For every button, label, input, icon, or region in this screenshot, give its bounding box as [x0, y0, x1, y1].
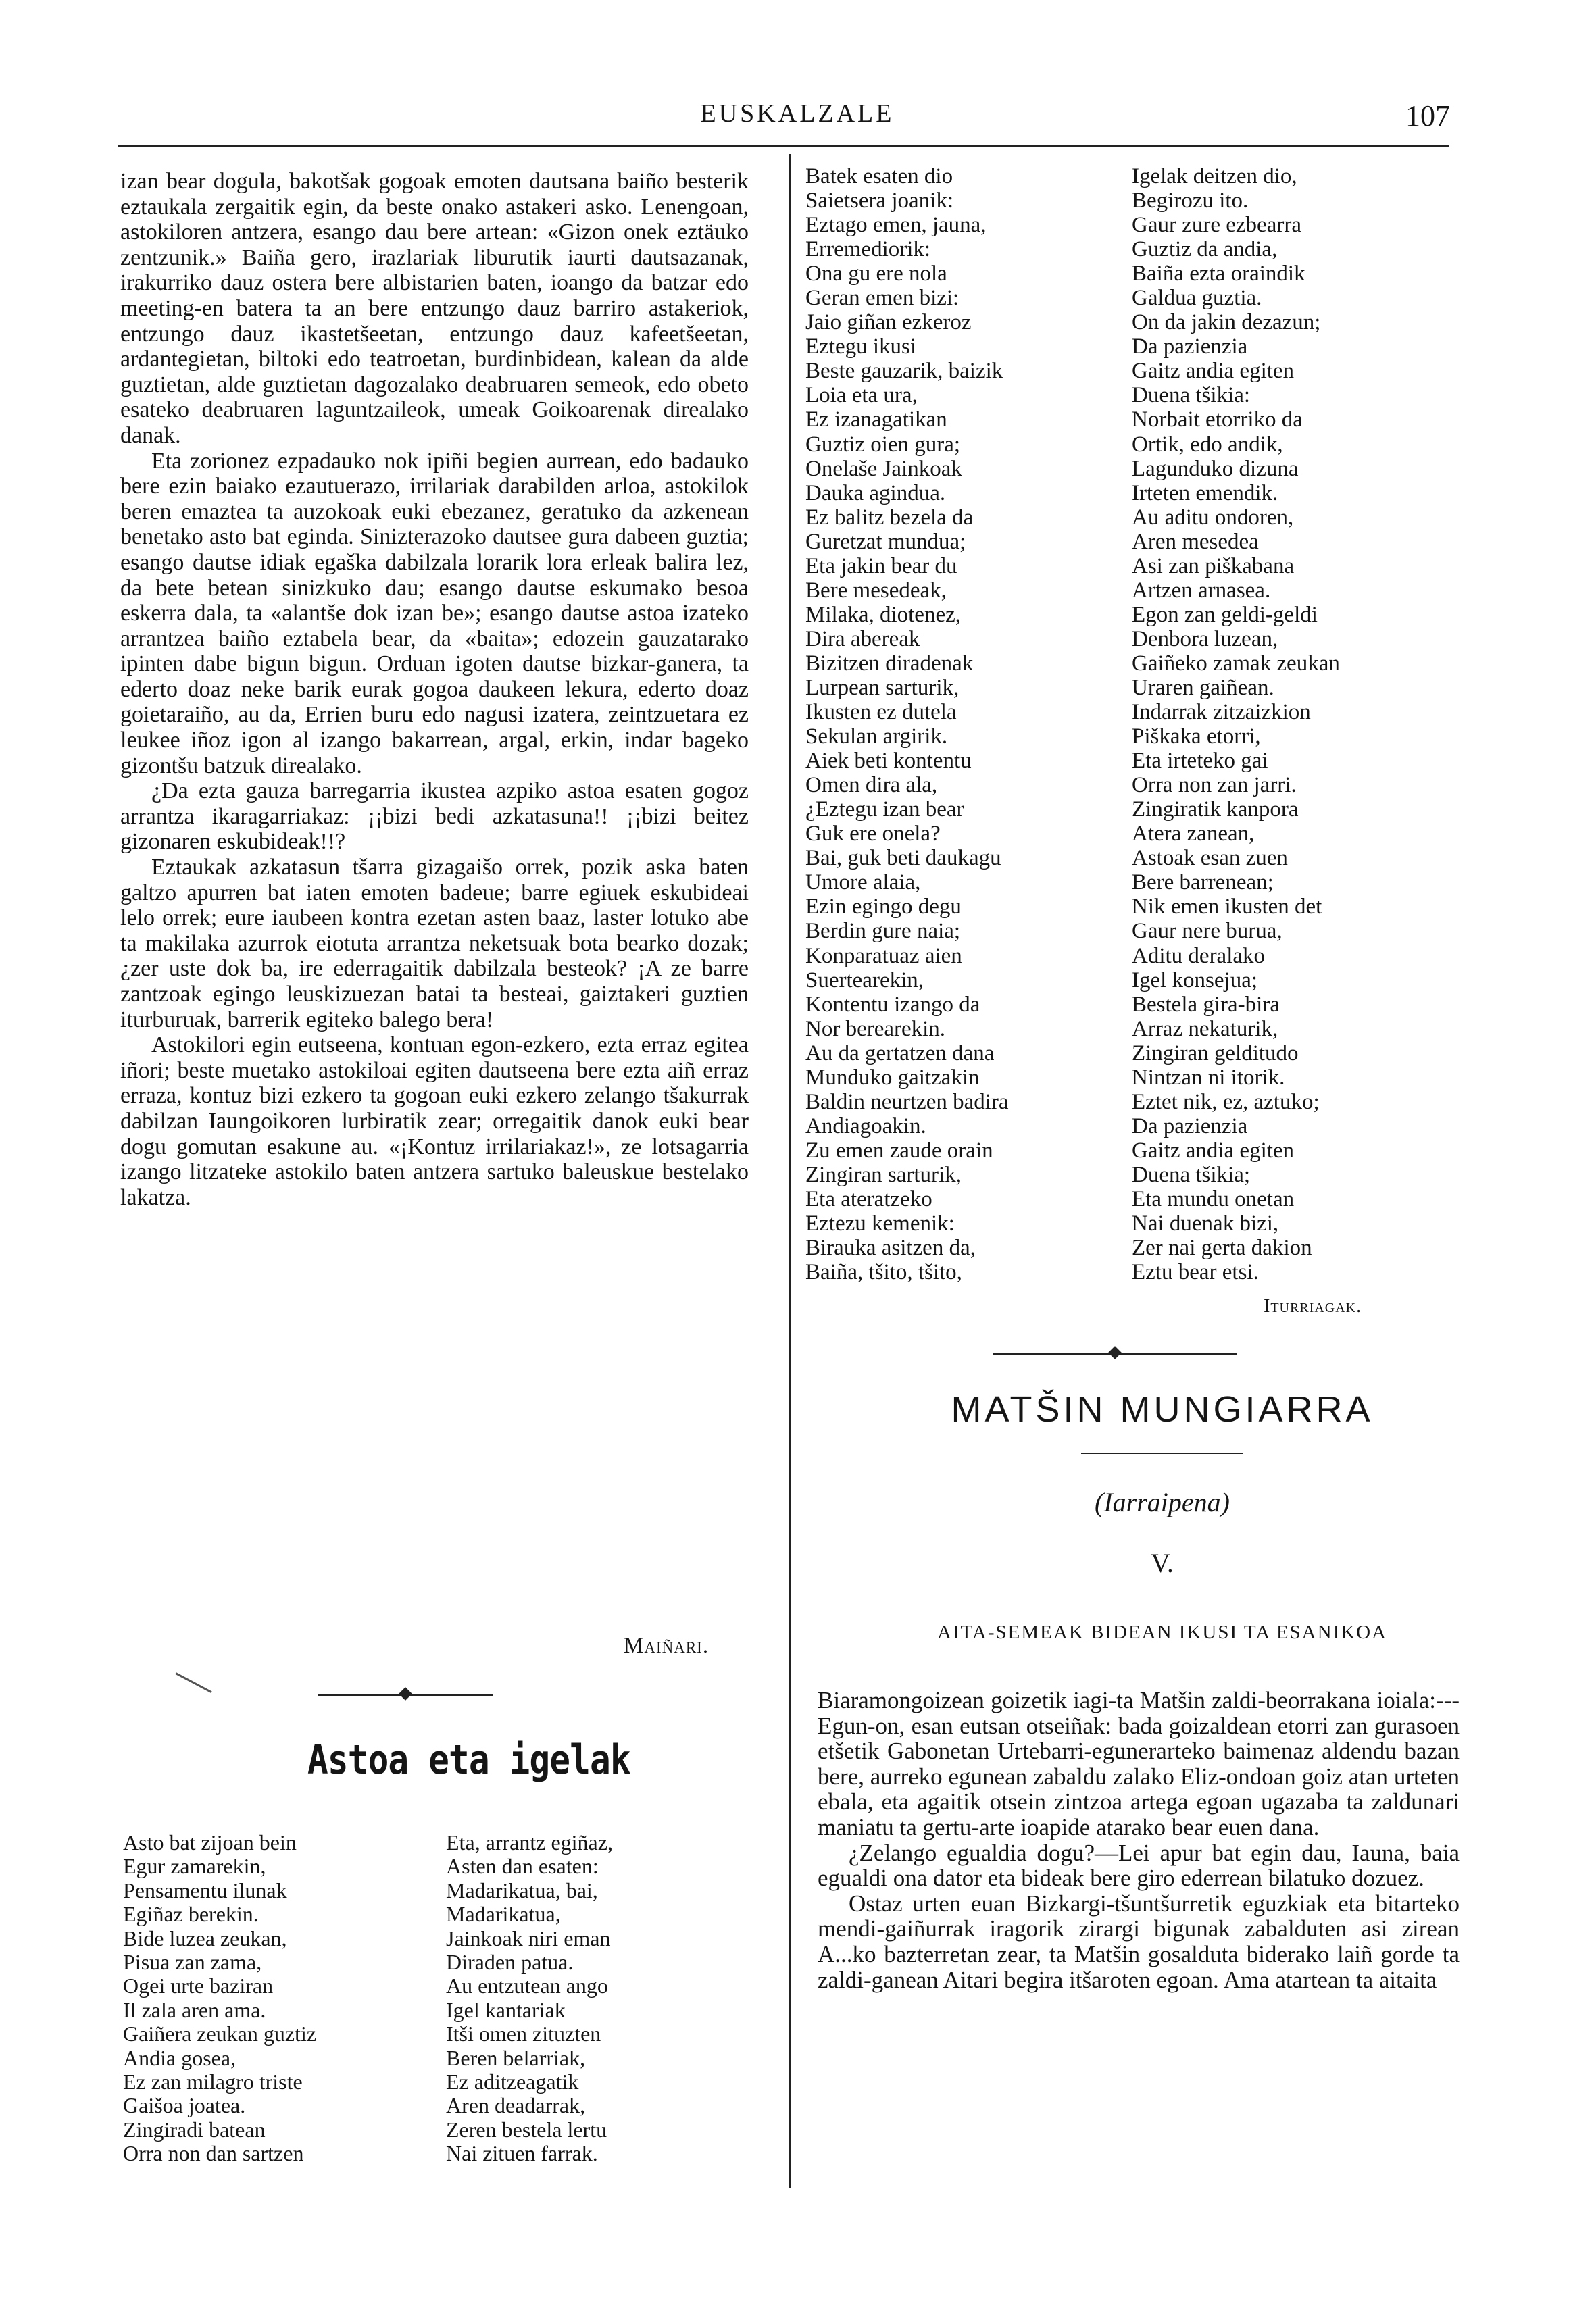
verse-line: Irteten emendik.: [1132, 480, 1278, 505]
verse-line: Gaiñeko zamak zeukan: [1132, 651, 1340, 676]
verse-line: Itši omen zituzten: [446, 2021, 601, 2046]
verse-line: Orra non zan jarri.: [1132, 773, 1297, 798]
verse-line: Asten dan esaten:: [446, 1854, 599, 1879]
paragraph: ¿Da ezta gauza barregarria ikustea azpiko astoa esaten gogoz arrantza ikaragarriakaz: ¡¡bizi bedi azkatasuna!! ¡¡bizi beitez gizonaren eskubideak!!?: [120, 778, 749, 855]
verse-line: Saietsera joanik:: [805, 188, 954, 213]
verse-line: Asto bat zijoan bein: [123, 1830, 297, 1855]
paragraph: Ostaz urten euan Bizkargi-tšuntšurretik eguzkiak eta bitarteko mendi-gaiñurrak iragorik zirargi bigunak zabalduten asi zirean A...ko bazterretan zear, ta Matšin gosalduta biderako laiñ gorde ta zaldi-ganean Aitari begira itšaroten egoan. Ama atartean ta aitaita: [818, 1890, 1460, 1993]
verse-line: Egiñaz berekin.: [123, 1902, 259, 1927]
verse-line: Ogei urte baziran: [123, 1973, 274, 1998]
ornament-divider-left: [318, 1694, 493, 1696]
verse-line: Eta jakin bear du: [805, 553, 957, 578]
verse-line: Zingiran sarturik,: [805, 1162, 962, 1187]
verse-line: Kontentu izango da: [805, 992, 980, 1017]
verse-line: Konparatuaz aien: [805, 943, 962, 968]
verse-line: Egur zamarekin,: [123, 1854, 266, 1879]
paragraph: ¿Zelango egualdia dogu?—Lei apur bat egin dau, Iauna, baia egualdi ona dator eta bideak bere giro ederrean bilatuko dozuez.: [818, 1839, 1460, 1892]
poem-column-astoa-left: [123, 1831, 316, 2166]
verse-line: Birauka asitzen da,: [805, 1236, 976, 1261]
article-column-left: [120, 169, 749, 1210]
poem-title-astoa: Astoa eta igelak: [307, 1736, 630, 1784]
verse-line: Aren mesedea: [1132, 529, 1259, 554]
verse-line: Asi zan piškabana: [1132, 553, 1295, 578]
poem-column-continued-left: [805, 164, 1009, 1284]
header-rule: [118, 145, 1449, 147]
verse-line: Eta irteteko gai: [1132, 749, 1268, 774]
section-title: AITA-SEMEAK BIDEAN IKUSI TA ESANIKOA: [937, 1621, 1388, 1643]
verse-line: Uraren gaiñean.: [1132, 675, 1274, 700]
verse-line: Batek esaten dio: [805, 164, 953, 188]
verse-line: Ikusten ez dutela: [805, 700, 957, 725]
verse-line: Guztiz da andia,: [1132, 237, 1278, 262]
verse-line: Orra non dan sartzen: [123, 2141, 304, 2166]
paragraph: Eztaukak azkatasun tšarra gizagaišo orrek, pozik aska baten galtzo apurren bat iaten emoten badeue; barre egiuek eskubideai lelo orrek; eure iaubeen kontra ezetan asten baaz, laster lotuko abe ta makilaka azurrok eiotuta arrantza neketsuak bota bearko dozak; ¿zer uste dok ba, ire ederragaitik dabilzala besteok? ¡A ze barre zantzoak egingo leuskizuezan batai ta besteai, gaiztakeri guztien iturburuak, barrerik egiteko balego bera!: [120, 855, 749, 1032]
verse-line: Onelaše Jainkoak: [805, 456, 962, 481]
page-number: 107: [1405, 99, 1450, 132]
verse-line: Gaur nere burua,: [1132, 919, 1282, 944]
verse-line: Eztegu ikusi: [805, 334, 917, 359]
verse-line: Nintzan ni itorik.: [1132, 1065, 1285, 1090]
verse-line: Andiagoakin.: [805, 1113, 926, 1138]
verse-line: Artzen arnasea.: [1132, 578, 1271, 603]
verse-line: Gaiñera zeukan guztiz: [123, 2021, 317, 2046]
verse-line: Baiña, tšito, tšito,: [805, 1260, 962, 1285]
verse-line: Omen dira ala,: [805, 773, 938, 798]
verse-line: Ortik, edo andik,: [1132, 432, 1283, 457]
verse-line: Madarikatua,: [446, 1902, 561, 1927]
verse-line: Begirozu ito.: [1132, 188, 1249, 213]
paragraph: Biaramongoizean goizetik iagi-ta Matšin zaldi-beorrakana ioiala:---Egun-on, esan eutsan otseiñak: bada goizaldean etorri zan gurasoen etšetik Gabonetan Urtebarri-egunerarteko baimenaz aldendu bazan bere, aurreko egunean zabaldu zalako Eliz-ondoan goiz atan urteten ebala, eta agaitik otsein zintzoa artega egoan ugazaba ta zaldunari maniatu ta gertu-arte ioapide atarako bear euen dana.: [818, 1687, 1460, 1840]
verse-line: Da pazienzia: [1132, 334, 1248, 359]
verse-line: Au aditu ondoren,: [1132, 505, 1294, 530]
verse-line: Baiña ezta oraindik: [1132, 261, 1305, 286]
verse-line: Au entzutean ango: [446, 1973, 608, 1998]
verse-line: ¿Eztegu izan bear: [805, 797, 964, 822]
verse-line: Nor berearekin.: [805, 1016, 946, 1041]
verse-line: Da pazienzia: [1132, 1113, 1248, 1138]
verse-line: Nai zituen farrak.: [446, 2141, 598, 2166]
verse-line: Indarrak zitzaizkion: [1132, 700, 1311, 725]
verse-line: Arraz nekaturik,: [1132, 1016, 1278, 1041]
article-subtitle: (Iarraipena): [1095, 1487, 1230, 1517]
verse-line: Dira abereak: [805, 626, 920, 651]
verse-line: Zu emen zaude orain: [805, 1138, 993, 1163]
verse-line: Eztet nik, ez, aztuko;: [1132, 1089, 1320, 1114]
verse-line: Berdin gure naia;: [805, 919, 961, 944]
verse-line: Gaitz andia egiten: [1132, 359, 1295, 384]
verse-line: Aiek beti kontentu: [805, 749, 972, 774]
verse-line: Eztago emen, jauna,: [805, 213, 987, 238]
column-divider: [789, 154, 791, 2188]
verse-line: Ez izanagatikan: [805, 407, 947, 432]
verse-line: Bizitzen diradenak: [805, 651, 974, 676]
poem-column-astoa-right: [446, 1831, 613, 2166]
verse-line: Loia eta ura,: [805, 383, 918, 408]
verse-line: On da jakin dezazun;: [1132, 310, 1321, 335]
verse-line: Igel kantariak: [446, 1997, 566, 2022]
verse-line: Zer nai gerta dakion: [1132, 1236, 1312, 1261]
ornament-divider-right: [993, 1353, 1237, 1355]
verse-line: Il zala aren ama.: [123, 1997, 266, 2022]
verse-line: Sekulan argirik.: [805, 724, 948, 749]
verse-line: Egon zan geldi-geldi: [1132, 602, 1318, 627]
verse-line: Diraden patua.: [446, 1950, 574, 1975]
verse-line: Astoak esan zuen: [1132, 846, 1288, 871]
verse-line: Lurpean sarturik,: [805, 675, 959, 700]
verse-line: Pensamentu ilunak: [123, 1878, 287, 1903]
verse-line: Nik emen ikusten det: [1132, 895, 1322, 920]
verse-line: Zingiratik kanpora: [1132, 797, 1299, 822]
verse-line: Piškaka etorri,: [1132, 724, 1261, 749]
verse-line: Aren deadarrak,: [446, 2093, 586, 2118]
verse-line: Lagunduko dizuna: [1132, 456, 1299, 481]
verse-line: Milaka, diotenez,: [805, 602, 962, 627]
verse-line: Suertearekin,: [805, 967, 924, 992]
verse-line: Zingiradi batean: [123, 2117, 266, 2142]
paragraph: izan bear dogula, bakotšak gogoak emoten dautsana baiño besterik eztaukala zergaitik egin, da beste onako astakeri asko. Lenengoan, astokiloren antzera, esango dau bere artean: «Gizon onek eztäuko zentzunik.» Baiña gero, irazlariak liburutik iaurti dautsazanak, irakurriko dauz ostera bere albistarien baten, ioango da batzar edo meeting-en batera ta an bere entzungo dauz barriro astakeriok, entzungo dauz ikastetšeetan, entzungo dauz kafeetšeetan, ardantegietan, biltoki edo teatroetan, burdinbidean, kalean da alde guztietan, alde guztietan dagozalako deabruaren semeok, edo obeto esateko deabruaren laguntzaileok, umeak Goikoarenak direalako danak.: [120, 169, 749, 448]
article-column-right: [818, 1688, 1460, 1992]
verse-line: Guk ere onela?: [805, 822, 941, 847]
article-title-matsin: MATŠIN MUNGIARRA: [951, 1389, 1374, 1430]
running-header: EUSKALZALE: [700, 99, 895, 128]
paragraph: Astokilori egin eutseena, kontuan egon-ezkero, ezta erraz egitea iñori; beste muetako astokiloai egiten dautseena bere ezta aiñ erraz erraza, kontuz bizi ezkero ta gogoan euki ezkero zelango tšakurrak dabilzan Iaungoikoren lurbiratik zear; orregaitik danok euki bear dogu gomutan esakune au. «¡Kontuz irrilariakaz!», ze lotsagarria izango litzateke astokilo baten antzera sartuko baleuskue bestelako lakatza.: [120, 1032, 749, 1210]
verse-line: Duena tšikia:: [1132, 383, 1251, 408]
verse-line: Duena tšikia;: [1132, 1162, 1251, 1187]
author-signature-mainari: Maiñari.: [624, 1634, 709, 1658]
poem-column-continued-right: [1132, 164, 1340, 1284]
verse-line: Ez aditzeagatik: [446, 2069, 579, 2094]
verse-line: Nai duenak bizi,: [1132, 1211, 1279, 1236]
verse-line: Aditu deralako: [1132, 943, 1266, 968]
verse-line: Geran emen bizi:: [805, 286, 959, 311]
verse-line: Norbait etorriko da: [1132, 407, 1303, 432]
verse-line: Bere mesedeak,: [805, 578, 947, 603]
verse-line: Igel konsejua;: [1132, 967, 1258, 992]
verse-line: Zingiran gelditudo: [1132, 1040, 1299, 1065]
verse-line: Bide luzea zeukan,: [123, 1926, 287, 1951]
verse-line: Galdua guztia.: [1132, 286, 1262, 311]
title-underline: [1081, 1453, 1243, 1454]
verse-line: Erremediorik:: [805, 237, 931, 262]
verse-line: Ona gu ere nola: [805, 261, 947, 286]
verse-line: Eztu bear etsi.: [1132, 1260, 1259, 1285]
verse-line: Jaio giñan ezkeroz: [805, 310, 972, 335]
verse-line: Beren belarriak,: [446, 2045, 586, 2070]
verse-line: Gaitz andia egiten: [1132, 1138, 1295, 1163]
verse-line: Eta, arrantz egiñaz,: [446, 1830, 613, 1855]
chapter-number: V.: [1151, 1548, 1174, 1578]
verse-line: Igelak deitzen dio,: [1132, 164, 1297, 188]
verse-line: Baldin neurtzen badira: [805, 1089, 1009, 1114]
verse-line: Beste gauzarik, baizik: [805, 359, 1003, 384]
verse-line: Dauka agindua.: [805, 480, 946, 505]
verse-line: Eztezu kemenik:: [805, 1211, 955, 1236]
verse-line: Denbora luzean,: [1132, 626, 1278, 651]
verse-line: Bestela gira-bira: [1132, 992, 1280, 1017]
verse-line: Zeren bestela lertu: [446, 2117, 607, 2142]
author-signature-iturriagak: Iturriagak.: [1264, 1296, 1362, 1317]
verse-line: Guztiz oien gura;: [805, 432, 961, 457]
verse-line: Munduko gaitzakin: [805, 1065, 980, 1090]
verse-line: Bere barrenean;: [1132, 870, 1274, 895]
verse-line: Andia gosea,: [123, 2045, 236, 2070]
verse-line: Madarikatua, bai,: [446, 1878, 598, 1903]
verse-line: Pisua zan zama,: [123, 1950, 262, 1975]
verse-line: Eta ateratzeko: [805, 1186, 932, 1211]
verse-line: Eta mundu onetan: [1132, 1186, 1295, 1211]
verse-line: Ez zan milagro triste: [123, 2069, 303, 2094]
verse-line: Au da gertatzen dana: [805, 1040, 995, 1065]
paragraph: Eta zorionez ezpadauko nok ipiñi begien aurrean, edo badauko bere ezin baiako ezautuerazo, irrilariak darabilden arloa, astokilok beren emaztea ta auzokoak euki ebezanez, geratuko da azkenean benetako asto bat eginda. Sinizterazoko dautsee gura dabeen guztia; esango dautse idiak egaška dabilzala lorarik lora erleak balira lez, da bete betean sinizkuko dau; esango dautse eskumako besoa eskerra dala, ta «alantše dok izan be»; esango dautse astoa izateko arrantzea baiño eztabela bear, da «baita»; edozein gauzatarako ipinten dabe bigun bigun. Orduan igoten dautse bizkar-ganera, ta ederto doaz neke barik eurak gogoa daukeen lekura, ederto doaz goietaraiño, au da, Errien buru edo nagusi izatera, zeintzuetara ez leukee iñoz igon al izango bakarrean, argal, erkin, indar bageko gizontšu batzuk direalako.: [120, 448, 749, 778]
decorative-stroke: [175, 1672, 211, 1693]
verse-line: Ez balitz bezela da: [805, 505, 974, 530]
verse-line: Gaišoa joatea.: [123, 2093, 246, 2118]
verse-line: Guretzat mundua;: [805, 529, 966, 554]
verse-line: Gaur zure ezbearra: [1132, 213, 1301, 238]
verse-line: Ezin egingo degu: [805, 895, 962, 920]
verse-line: Bai, guk beti daukagu: [805, 846, 1001, 871]
verse-line: Umore alaia,: [805, 870, 921, 895]
verse-line: Atera zanean,: [1132, 822, 1255, 847]
verse-line: Jainkoak niri eman: [446, 1926, 611, 1951]
